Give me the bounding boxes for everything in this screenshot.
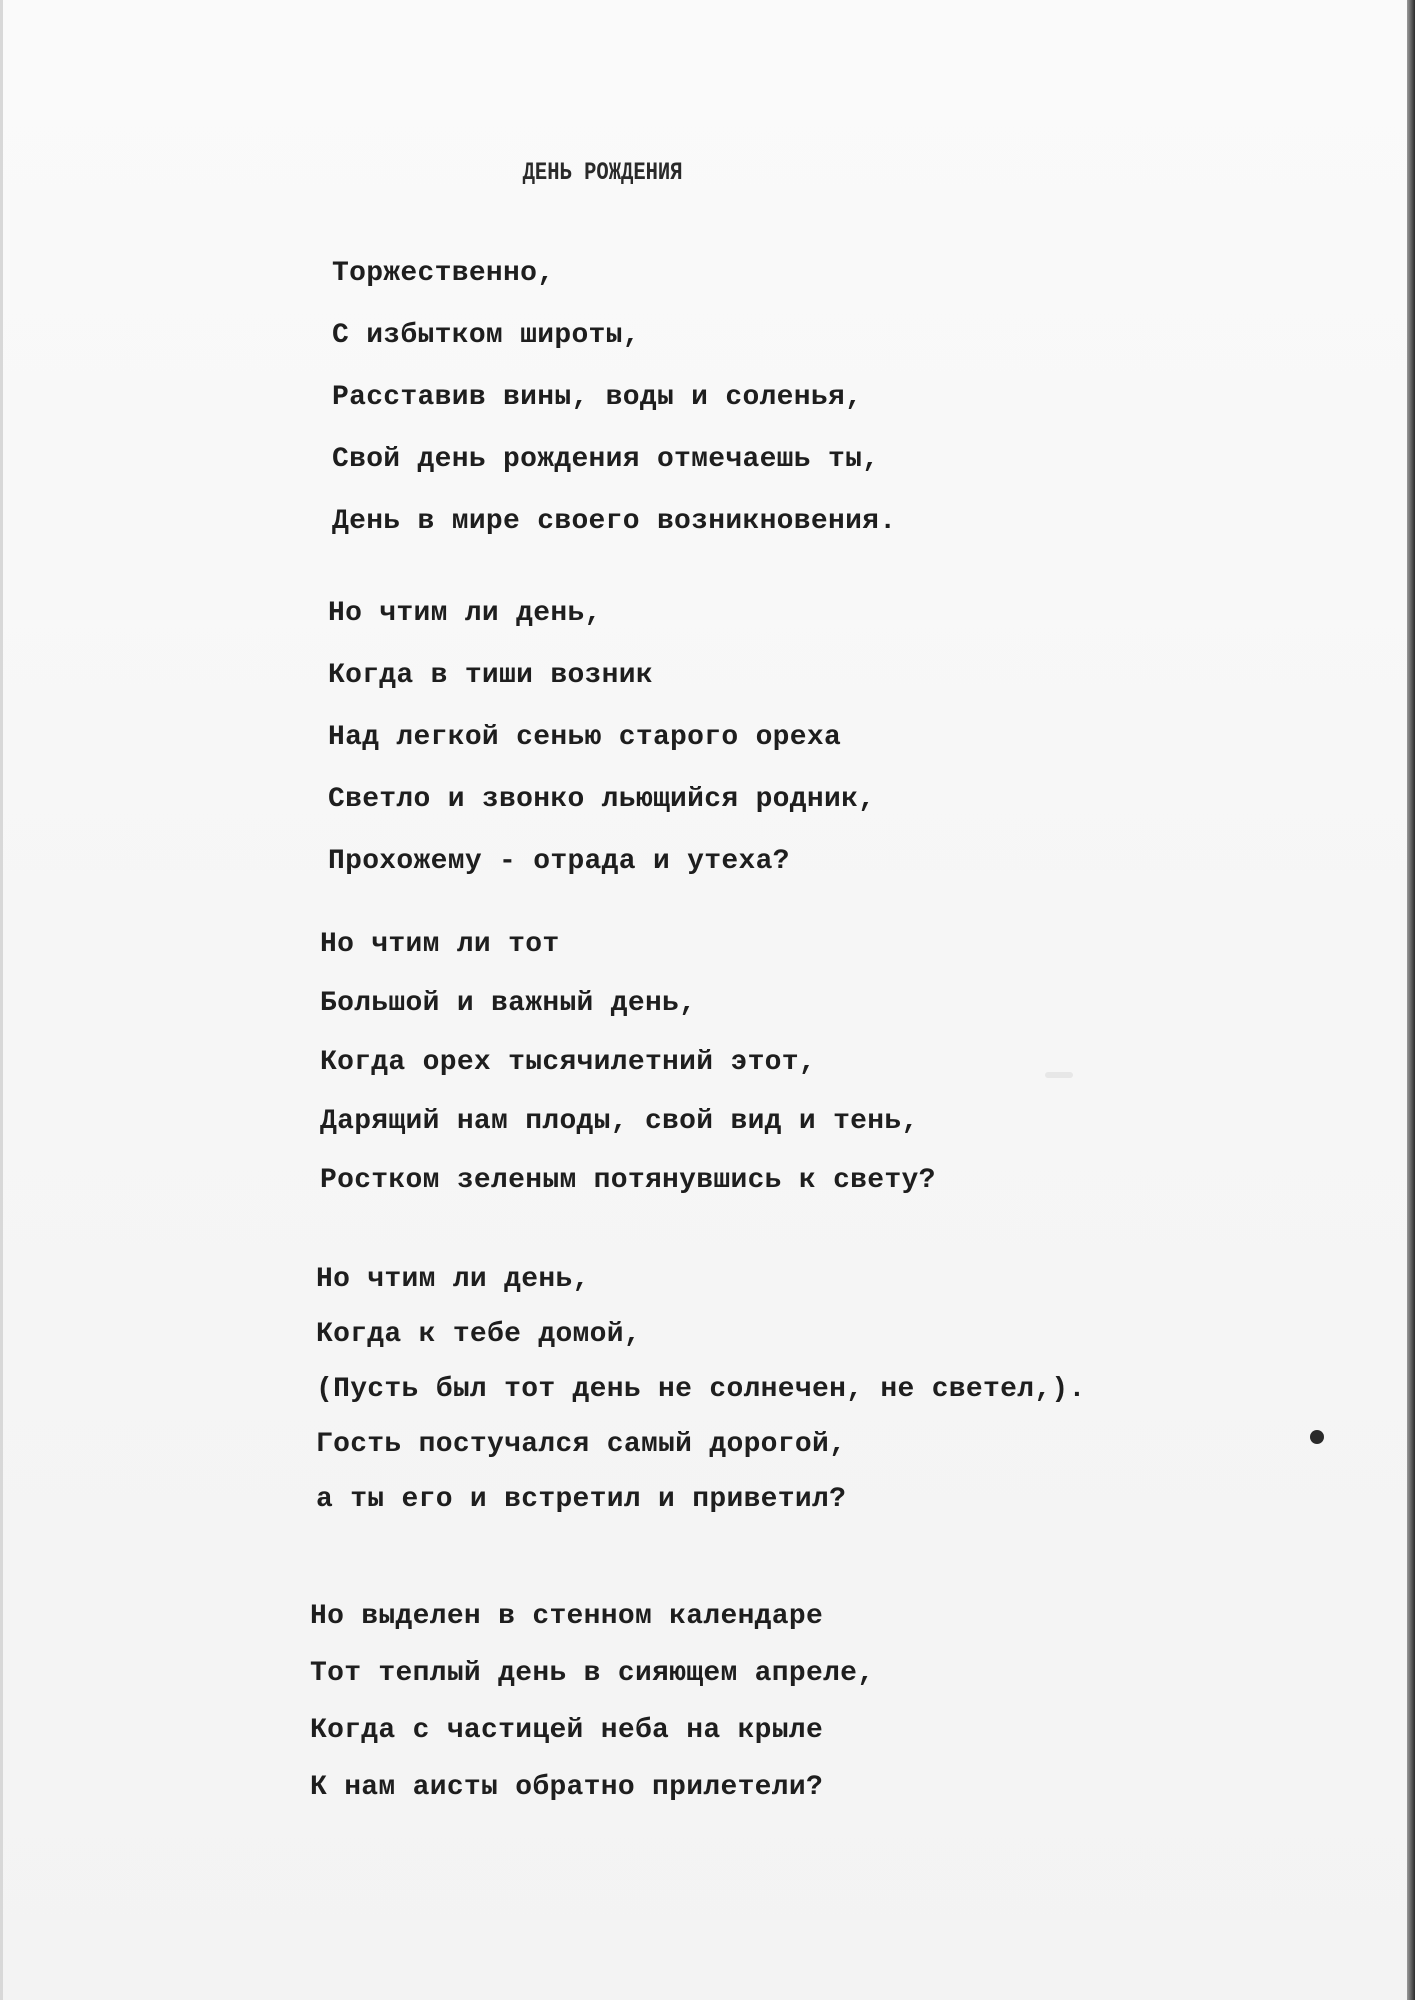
stanza-3 [320, 915, 936, 1210]
poem-line: К нам аисты обратно прилетели? [310, 1772, 824, 1803]
poem-line: Тот теплый день в сияющем апреле, [310, 1658, 875, 1689]
poem-line: а ты его и встретил и приветил? [316, 1484, 847, 1515]
paper-speck [1045, 1072, 1073, 1078]
poem-line: (Пусть был тот день не солнечен, не светел,). [316, 1374, 1086, 1405]
ink-dot [1310, 1430, 1324, 1444]
stanza-2 [328, 583, 875, 893]
poem-line: Когда с частицей неба на крыле [310, 1715, 824, 1746]
poem-line: Но чтим ли день, [316, 1264, 590, 1295]
poem-line: Большой и важный день, [320, 988, 697, 1019]
poem-line: День в мире своего возникновения. [332, 506, 897, 537]
stanza-5 [310, 1588, 874, 1816]
poem-line: С избытком широты, [332, 320, 640, 351]
stanza-1 [332, 243, 896, 553]
paper-right-edge [1407, 0, 1415, 2000]
poem-line: Ростком зеленым потянувшись к свету? [320, 1165, 936, 1196]
poem-line: Свой день рождения отмечаешь ты, [332, 444, 880, 475]
poem-line: Но чтим ли тот [320, 929, 560, 960]
stanza-4 [316, 1252, 1086, 1527]
poem-line: Когда орех тысячилетний этот, [320, 1047, 816, 1078]
poem-line: Светло и звонко льющийся родник, [328, 784, 876, 815]
poem-line: Над легкой сенью старого ореха [328, 722, 842, 753]
poem-line: Торжественно, [332, 258, 555, 289]
poem-title: ДЕНЬ РОЖДЕНИЯ [522, 158, 683, 187]
poem-line: Расставив вины, воды и соленья, [332, 382, 863, 413]
poem-line: Когда к тебе домой, [316, 1319, 641, 1350]
poem-line: Но чтим ли день, [328, 598, 602, 629]
poem-line: Дарящий нам плоды, свой вид и тень, [320, 1106, 919, 1137]
poem-line: Прохожему - отрада и утеха? [328, 846, 790, 877]
poem-line: Гость постучался самый дорогой, [316, 1429, 847, 1460]
poem-line: Но выделен в стенном календаре [310, 1601, 824, 1632]
poem-line: Когда в тиши возник [328, 660, 653, 691]
paper-left-edge [0, 0, 3, 2000]
